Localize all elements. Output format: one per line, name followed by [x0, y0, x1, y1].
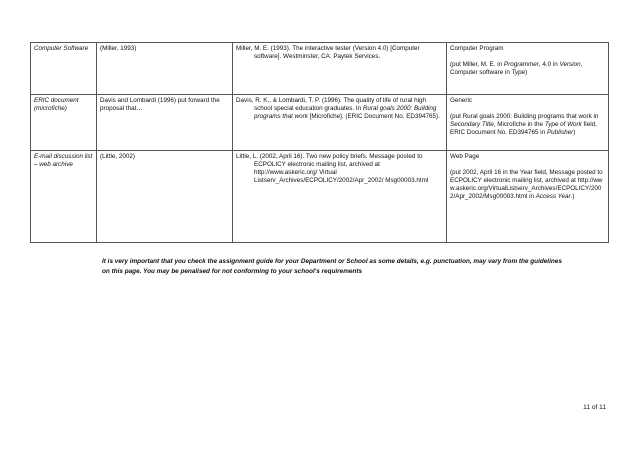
reference-table: [30, 42, 609, 243]
endnote-type: Web Page: [450, 153, 480, 160]
endnote-type: Generic: [450, 97, 473, 104]
reference-cell: Little, L. (2002, April 16). Two new policy briefs. Message posted to ECPOLICY electronic mailing list, archived at http://www.askeric.org/ Virtual Listserv_Archives/ECPOLICY/2002/Apr_2002/ Msg00003.html: [233, 151, 447, 243]
reference-cell: Davis, R. K., & Lombardi, T. P. (1996). The quality of life of rural high school special education graduates. In Rural goals 2000: Building programs that work [Microfiche]. (ERIC Document No. ED394765).: [233, 95, 447, 151]
endnote-type: Computer Program: [450, 45, 504, 52]
important-note: It is very important that you check the assignment guide for your Department or School as some details, e.g. punctuation, may vary from the guidelines on this page. You may be penalised for not conforming to your school's requirements: [102, 258, 562, 276]
source-type-cell: E-mail discussion list – web archive: [31, 151, 97, 243]
endnote-cell: Computer Program (put Miller, M. E. in Programmer, 4.0 in Version, Computer software in Type): [447, 43, 609, 95]
in-text-citation-cell: Davis and Lombardi (1996) put forward the proposal that…: [97, 95, 233, 151]
reference-cell: Miller, M. E. (1993). The interactive tester (Version 4.0) [Computer software]. Westminster, CA: Paytek Services.: [233, 43, 447, 95]
endnote-cell: Web Page (put 2002, April 16 in the Year field, Message posted to ECPOLICY electronic mailing list, archived at http://www.askeric.org/VirtualListserv_Archives/ECPOLICY/2002/Apr_2002/Msg00003.html in Access Year.): [447, 151, 609, 243]
endnote-cell: Generic (put Rural goals 2000: Building programs that work in Secondary Title, Microfiche in the Type of Work field, ERIC Document No. ED394765 in Publisher): [447, 95, 609, 151]
page-number: 11 of 11: [583, 404, 606, 411]
table-row: [31, 151, 609, 243]
table-row: [31, 43, 609, 95]
in-text-citation-cell: (Miller, 1993): [97, 43, 233, 95]
source-type-cell: Computer Software: [31, 43, 97, 95]
in-text-citation-cell: (Little, 2002): [97, 151, 233, 243]
table-row: [31, 95, 609, 151]
source-type-cell: ERIC document (microfiche): [31, 95, 97, 151]
